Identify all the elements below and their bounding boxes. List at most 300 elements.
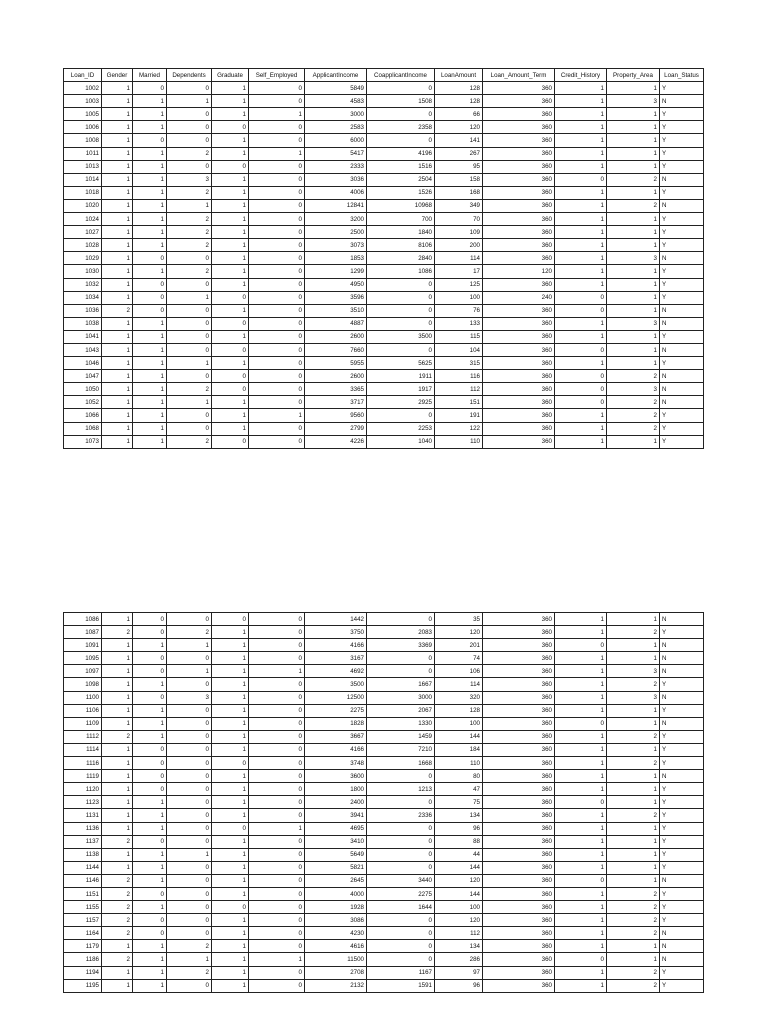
table-row	[64, 979, 704, 992]
table-cell: 110	[435, 757, 483, 770]
table-row	[64, 95, 704, 108]
table-cell: 360	[483, 652, 555, 665]
table-cell: 3510	[305, 304, 367, 317]
table-cell: 1	[212, 848, 249, 861]
table-cell: 1	[555, 783, 607, 796]
table-cell: 1	[212, 626, 249, 639]
table-cell: 120	[435, 121, 483, 134]
table-cell: 201	[435, 639, 483, 652]
table-row	[64, 226, 704, 239]
table-cell: 1	[555, 435, 607, 448]
table-cell: 1	[133, 121, 167, 134]
table-cell: 1	[555, 213, 607, 226]
table-cell: 125	[435, 278, 483, 291]
table-row	[64, 704, 704, 717]
table-cell: 1	[607, 265, 660, 278]
table-cell: 1	[555, 927, 607, 940]
table-cell: 2645	[305, 874, 367, 887]
table-cell: 2708	[305, 966, 367, 979]
table-cell: 1213	[367, 783, 435, 796]
table-cell: 1	[102, 343, 133, 356]
table-cell: Y	[660, 848, 704, 861]
table-cell: 1828	[305, 717, 367, 730]
table-cell: 0	[249, 82, 305, 95]
table-cell: Y	[660, 409, 704, 422]
table-cell: 0	[167, 717, 212, 730]
table-cell: 360	[483, 409, 555, 422]
table-cell: 1	[133, 422, 167, 435]
table-cell: 1	[212, 874, 249, 887]
table-cell: 0	[167, 409, 212, 422]
table-cell: 0	[249, 927, 305, 940]
table-cell: 1	[102, 173, 133, 186]
table-cell: 1	[607, 822, 660, 835]
table-cell: 1	[607, 861, 660, 874]
table-cell: 5955	[305, 357, 367, 370]
table-cell: 96	[435, 822, 483, 835]
table-cell: 2	[167, 626, 212, 639]
table-cell: N	[660, 95, 704, 108]
table-cell: 1034	[64, 291, 102, 304]
table-cell: 1	[102, 757, 133, 770]
table-cell: 1	[133, 370, 167, 383]
table-cell: 76	[435, 304, 483, 317]
table-cell: 360	[483, 979, 555, 992]
table-cell: 1	[102, 199, 133, 212]
header-dependents: Dependents	[167, 69, 212, 82]
table-cell: 360	[483, 861, 555, 874]
table-cell: 1	[102, 186, 133, 199]
table-cell: 1	[555, 409, 607, 422]
table-cell: 1	[133, 822, 167, 835]
table-cell: 1106	[64, 704, 102, 717]
table-cell: 1	[102, 639, 133, 652]
table-cell: 1	[102, 278, 133, 291]
table-cell: 1	[133, 383, 167, 396]
table-cell: 1	[555, 848, 607, 861]
table-row	[64, 822, 704, 835]
table-cell: Y	[660, 809, 704, 822]
table-cell: 1	[102, 291, 133, 304]
table-cell: Y	[660, 121, 704, 134]
table-cell: 1155	[64, 901, 102, 914]
table-cell: 1	[133, 848, 167, 861]
table-cell: 1	[212, 82, 249, 95]
table-cell: 0	[249, 979, 305, 992]
table-cell: 1	[555, 160, 607, 173]
table-row	[64, 383, 704, 396]
header-graduate: Graduate	[212, 69, 249, 82]
header-loan-amount: LoanAmount	[435, 69, 483, 82]
table-cell: 1	[607, 291, 660, 304]
table-cell: 0	[167, 652, 212, 665]
table-cell: 2	[102, 835, 133, 848]
table-cell: Y	[660, 796, 704, 809]
table-cell: 2504	[367, 173, 435, 186]
table-cell: 1006	[64, 121, 102, 134]
table-cell: 0	[249, 422, 305, 435]
table-cell: 3748	[305, 757, 367, 770]
table-cell: 200	[435, 239, 483, 252]
table-cell: 1	[102, 435, 133, 448]
table-cell: 1	[133, 435, 167, 448]
table-cell: 1	[555, 979, 607, 992]
table-cell: 1	[167, 357, 212, 370]
table-cell: 1164	[64, 927, 102, 940]
table-cell: 0	[167, 835, 212, 848]
table-cell: 2	[607, 809, 660, 822]
table-cell: N	[660, 199, 704, 212]
loan-table-bottom	[63, 612, 704, 993]
table-cell: 0	[367, 665, 435, 678]
table-cell: 2	[167, 186, 212, 199]
table-cell: 1136	[64, 822, 102, 835]
table-cell: 0	[367, 835, 435, 848]
table-row	[64, 743, 704, 756]
table-cell: Y	[660, 861, 704, 874]
table-cell: 1	[212, 252, 249, 265]
table-cell: 112	[435, 383, 483, 396]
table-cell: 0	[367, 940, 435, 953]
table-cell: 1	[102, 979, 133, 992]
table-cell: 1	[133, 678, 167, 691]
table-cell: 2	[102, 914, 133, 927]
table-cell: 144	[435, 887, 483, 900]
table-cell: 114	[435, 678, 483, 691]
table-row	[64, 422, 704, 435]
table-cell: 1	[102, 422, 133, 435]
table-cell: 0	[167, 121, 212, 134]
table-cell: 1840	[367, 226, 435, 239]
table-cell: 133	[435, 317, 483, 330]
table-cell: 360	[483, 835, 555, 848]
table-cell: 1911	[367, 370, 435, 383]
table-row	[64, 278, 704, 291]
table-cell: 6000	[305, 134, 367, 147]
table-cell: N	[660, 874, 704, 887]
table-cell: N	[660, 343, 704, 356]
table-cell: 2	[607, 626, 660, 639]
table-cell: 0	[133, 134, 167, 147]
table-cell: N	[660, 953, 704, 966]
table-cell: 191	[435, 409, 483, 422]
table-cell: 0	[367, 304, 435, 317]
table-cell: 1	[102, 160, 133, 173]
table-cell: 120	[435, 914, 483, 927]
table-cell: 0	[367, 770, 435, 783]
table-cell: 0	[249, 783, 305, 796]
table-cell: 0	[555, 343, 607, 356]
table-cell: 128	[435, 82, 483, 95]
table-cell: 1	[212, 639, 249, 652]
table-row	[64, 783, 704, 796]
table-cell: 360	[483, 822, 555, 835]
table-cell: 1038	[64, 317, 102, 330]
table-cell: 1	[133, 330, 167, 343]
table-cell: 1	[102, 370, 133, 383]
table-cell: 360	[483, 357, 555, 370]
table-cell: 360	[483, 757, 555, 770]
table-cell: 1	[102, 95, 133, 108]
table-cell: 0	[249, 239, 305, 252]
table-cell: 0	[249, 291, 305, 304]
table-cell: 1073	[64, 435, 102, 448]
table-cell: 0	[167, 370, 212, 383]
table-cell: 3667	[305, 730, 367, 743]
table-row	[64, 435, 704, 448]
table-cell: 1	[102, 252, 133, 265]
table-cell: N	[660, 396, 704, 409]
table-cell: 1087	[64, 626, 102, 639]
table-cell: 360	[483, 874, 555, 887]
table-cell: 1112	[64, 730, 102, 743]
table-cell: 1	[102, 613, 133, 626]
table-cell: 0	[249, 343, 305, 356]
table-cell: 2	[102, 887, 133, 900]
table-cell: Y	[660, 134, 704, 147]
table-cell: 1	[555, 626, 607, 639]
table-cell: 3	[167, 173, 212, 186]
table-row	[64, 639, 704, 652]
table-cell: 1442	[305, 613, 367, 626]
table-cell: 1	[607, 82, 660, 95]
table-cell: 2925	[367, 396, 435, 409]
table-cell: 0	[367, 822, 435, 835]
table-cell: 1	[102, 822, 133, 835]
table-cell: 0	[249, 914, 305, 927]
table-cell: 360	[483, 927, 555, 940]
table-cell: Y	[660, 265, 704, 278]
table-cell: 1	[555, 317, 607, 330]
table-cell: 2067	[367, 704, 435, 717]
table-cell: 1068	[64, 422, 102, 435]
table-cell: 1	[607, 147, 660, 160]
table-cell: Y	[660, 626, 704, 639]
table-cell: 0	[167, 861, 212, 874]
table-cell: 1	[102, 147, 133, 160]
table-cell: 1066	[64, 409, 102, 422]
table-row	[64, 199, 704, 212]
table-cell: 1	[102, 966, 133, 979]
table-cell: 1591	[367, 979, 435, 992]
table-cell: 2	[607, 887, 660, 900]
table-cell: 3	[607, 665, 660, 678]
table-row	[64, 796, 704, 809]
table-cell: 1	[212, 304, 249, 317]
table-cell: 1	[555, 108, 607, 121]
table-cell: 2	[167, 940, 212, 953]
table-cell: 1	[607, 796, 660, 809]
table-cell: 1	[555, 265, 607, 278]
table-row	[64, 757, 704, 770]
table-cell: 0	[249, 278, 305, 291]
table-cell: 1	[212, 809, 249, 822]
table-cell: 2600	[305, 370, 367, 383]
table-cell: 1	[555, 691, 607, 704]
table-row	[64, 953, 704, 966]
table-cell: 1	[133, 979, 167, 992]
table-cell: 1	[102, 717, 133, 730]
table-cell: Y	[660, 82, 704, 95]
table-cell: 360	[483, 626, 555, 639]
table-cell: 1	[212, 409, 249, 422]
table-cell: 66	[435, 108, 483, 121]
table-cell: 2	[607, 901, 660, 914]
table-cell: 1	[607, 717, 660, 730]
table-cell: 97	[435, 966, 483, 979]
table-cell: 168	[435, 186, 483, 199]
table-cell: 1	[212, 979, 249, 992]
table-cell: 1	[555, 966, 607, 979]
table-cell: 0	[367, 914, 435, 927]
table-cell: 1	[212, 173, 249, 186]
table-cell: 360	[483, 370, 555, 383]
table-cell: 0	[249, 757, 305, 770]
table-cell: 1	[607, 639, 660, 652]
table-cell: 0	[167, 914, 212, 927]
table-cell: 0	[167, 770, 212, 783]
table-cell: 0	[367, 796, 435, 809]
table-cell: 1	[607, 770, 660, 783]
table-cell: 2840	[367, 252, 435, 265]
table-cell: 0	[167, 678, 212, 691]
table-cell: 1	[607, 108, 660, 121]
table-cell: 0	[167, 252, 212, 265]
table-cell: 1	[212, 770, 249, 783]
table-cell: 1	[102, 704, 133, 717]
table-cell: 1	[102, 265, 133, 278]
table-row	[64, 357, 704, 370]
table-cell: 1	[555, 901, 607, 914]
table-cell: 1151	[64, 887, 102, 900]
table-cell: 1100	[64, 691, 102, 704]
table-cell: 3	[607, 383, 660, 396]
table-cell: 267	[435, 147, 483, 160]
table-cell: 0	[167, 134, 212, 147]
table-cell: 0	[167, 822, 212, 835]
table-cell: 2	[607, 199, 660, 212]
header-property-area: Property_Area	[607, 69, 660, 82]
table-row	[64, 770, 704, 783]
table-cell: Y	[660, 239, 704, 252]
table-cell: 1186	[64, 953, 102, 966]
table-cell: 349	[435, 199, 483, 212]
table-cell: 0	[167, 108, 212, 121]
table-cell: 128	[435, 95, 483, 108]
table-row	[64, 147, 704, 160]
table-cell: 0	[133, 757, 167, 770]
table-row	[64, 396, 704, 409]
table-cell: 0	[133, 691, 167, 704]
table-cell: 2	[607, 979, 660, 992]
table-cell: 2	[607, 914, 660, 927]
table-cell: 1	[607, 186, 660, 199]
table-cell: 2	[167, 966, 212, 979]
table-cell: 1	[555, 887, 607, 900]
table-cell: 4230	[305, 927, 367, 940]
table-cell: 1668	[367, 757, 435, 770]
table-cell: N	[660, 691, 704, 704]
table-row	[64, 678, 704, 691]
table-cell: 1	[555, 770, 607, 783]
table-cell: 1098	[64, 678, 102, 691]
table-cell: N	[660, 613, 704, 626]
table-cell: 1003	[64, 95, 102, 108]
table-cell: 1	[607, 278, 660, 291]
table-cell: 1	[133, 717, 167, 730]
table-cell: 1036	[64, 304, 102, 317]
table-cell: 360	[483, 186, 555, 199]
table-cell: N	[660, 639, 704, 652]
header-loan-amount-term: Loan_Amount_Term	[483, 69, 555, 82]
table-cell: 47	[435, 783, 483, 796]
table-cell: Y	[660, 226, 704, 239]
table-cell: 1	[212, 226, 249, 239]
table-row	[64, 835, 704, 848]
table-cell: 1	[607, 953, 660, 966]
table-cell: 360	[483, 199, 555, 212]
table-cell: 0	[555, 639, 607, 652]
table-row	[64, 861, 704, 874]
table-cell: N	[660, 370, 704, 383]
table-cell: 0	[249, 770, 305, 783]
table-cell: 0	[212, 343, 249, 356]
table-cell: 115	[435, 330, 483, 343]
table-cell: 0	[133, 665, 167, 678]
table-cell: 0	[367, 108, 435, 121]
table-cell: 0	[249, 213, 305, 226]
table-cell: 2600	[305, 330, 367, 343]
table-cell: 1	[607, 213, 660, 226]
table-cell: 0	[249, 160, 305, 173]
table-cell: 5417	[305, 147, 367, 160]
table-cell: 0	[249, 357, 305, 370]
table-cell: 0	[249, 652, 305, 665]
table-cell: 0	[133, 914, 167, 927]
table-cell: 1	[133, 966, 167, 979]
table-cell: 95	[435, 160, 483, 173]
table-cell: 1	[102, 770, 133, 783]
table-cell: 128	[435, 704, 483, 717]
table-cell: 1508	[367, 95, 435, 108]
table-cell: 1	[555, 422, 607, 435]
table-cell: 1	[212, 396, 249, 409]
table-cell: 0	[367, 613, 435, 626]
table-cell: Y	[660, 743, 704, 756]
table-cell: 1	[212, 796, 249, 809]
table-cell: 1	[102, 108, 133, 121]
table-cell: 1	[167, 291, 212, 304]
table-cell: 1	[102, 652, 133, 665]
table-cell: 1	[249, 665, 305, 678]
table-cell: 1853	[305, 252, 367, 265]
table-cell: 2	[167, 213, 212, 226]
table-cell: 1	[167, 95, 212, 108]
table-cell: 0	[249, 121, 305, 134]
table-cell: 240	[483, 291, 555, 304]
table-cell: Y	[660, 291, 704, 304]
table-cell: 1	[133, 186, 167, 199]
table-cell: 1	[607, 226, 660, 239]
table-cell: 1050	[64, 383, 102, 396]
table-cell: 0	[212, 317, 249, 330]
table-cell: 88	[435, 835, 483, 848]
table-cell: N	[660, 383, 704, 396]
table-row	[64, 940, 704, 953]
table-cell: 1116	[64, 757, 102, 770]
table-cell: 1	[102, 396, 133, 409]
table-cell: Y	[660, 147, 704, 160]
